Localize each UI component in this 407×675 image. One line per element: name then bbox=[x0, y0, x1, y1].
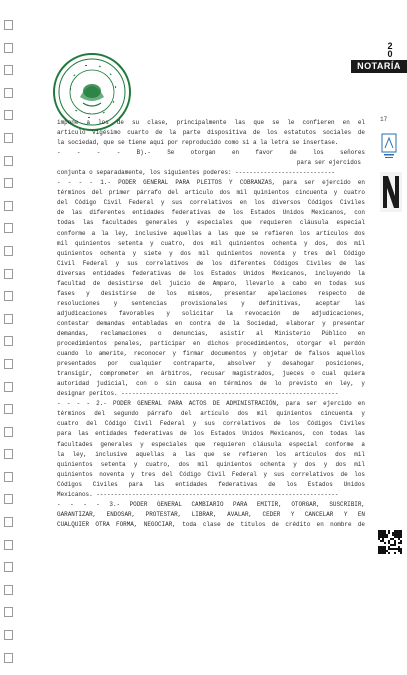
binding-box bbox=[4, 607, 13, 617]
binding-box bbox=[4, 382, 13, 392]
binding-box bbox=[4, 585, 13, 595]
notaria-header bbox=[349, 38, 407, 80]
document-body bbox=[57, 118, 365, 530]
text-line: - - - - B).- Se otorgan en favor de los señores bbox=[57, 149, 365, 157]
notaria-number: 2 0 bbox=[387, 41, 393, 59]
text-line: cuatro del Código Civil Federal y sus correlativos de los Códigos Civiles bbox=[57, 420, 365, 428]
text-line: todas las facultades generales y especiales que requieren cláusula especial bbox=[57, 219, 365, 227]
binding-box bbox=[4, 540, 13, 550]
text-line: - - - - 1.- PODER GENERAL PARA PLEITOS Y COBRANZAS, para ser ejercido en bbox=[57, 179, 365, 187]
binding-box bbox=[4, 562, 13, 572]
text-line: fases y desistirse de los mismos, presentar apelaciones respecto de bbox=[57, 289, 365, 297]
binding-box bbox=[4, 449, 13, 459]
binding-box bbox=[4, 110, 13, 120]
text-line: artículo vigésimo cuarto de la parte dispositiva de los estatutos sociales de bbox=[57, 129, 365, 137]
binding-margin bbox=[4, 20, 16, 675]
binding-box bbox=[4, 630, 13, 640]
binding-box bbox=[4, 178, 13, 188]
text-line: impone a los de su clase, principalmente las que se le confieren en el bbox=[57, 119, 365, 126]
binding-box bbox=[4, 336, 13, 346]
binding-box bbox=[4, 472, 13, 482]
text-line: adjudicaciones favorables y solicitar la revocación de adjudicaciones, bbox=[57, 309, 365, 317]
binding-box bbox=[4, 291, 13, 301]
text-line: quinientos noventa y tres del Código Civil Federal y sus correlativos de los bbox=[57, 470, 365, 478]
text-line: quinientos ochenta y siete y dos mil quinientos noventa y tres del Código bbox=[57, 249, 365, 257]
text-line: procedimientos penales, participar en dichos procedimientos, otorgar el perdón bbox=[57, 340, 365, 348]
text-line: autoridad judicial, con o sin causa en términos de lo previsto en ley, y bbox=[57, 380, 365, 388]
notaria-n-logo-icon bbox=[380, 172, 402, 212]
binding-box bbox=[4, 494, 13, 504]
colegio-logo-icon bbox=[380, 132, 398, 160]
binding-box bbox=[4, 20, 13, 30]
text-line: contestar demandas entabladas en contra de la Sociedad, elaborar y presentar bbox=[57, 319, 365, 327]
binding-box bbox=[4, 65, 13, 75]
binding-box bbox=[4, 269, 13, 279]
text-line: la sociedad, que se tiene aquí por reproducido como si a la letra se insertase. bbox=[57, 139, 339, 147]
text-line: designar peritos. ------------------------------------------------------------- bbox=[57, 390, 339, 398]
text-line: facultades generales y especiales que requieren cláusula especial conforme a bbox=[57, 440, 365, 448]
text-line: de las diferentes entidades federativas de los Estados Unidos Mexicanos, con bbox=[57, 209, 365, 217]
text-line: conforme a la ley, inclusive aquellas a las que se refieren los artículos dos bbox=[57, 229, 365, 237]
text-line: términos del primer párrafo del artículo dos mil quinientos cincuenta y cuatro bbox=[57, 189, 365, 197]
binding-box bbox=[4, 517, 13, 527]
binding-box bbox=[4, 223, 13, 233]
binding-box bbox=[4, 43, 13, 53]
text-line: Civil Federal y sus correlativos de los diferentes Códigos Civiles de las bbox=[57, 259, 365, 267]
text-line: facultad de desistirse del juicio de Amparo, llevarlo a cabo en todas sus bbox=[57, 279, 365, 287]
page-number: 17 bbox=[380, 116, 388, 123]
text-line: Códigos Civiles para las entidades federativas de los Estados Unidos bbox=[57, 480, 365, 488]
text-line: mil quinientos setenta y cuatro, dos mil quinientos ochenta y dos, dos mil bbox=[57, 239, 365, 247]
text-line: la ley, inclusive aquellas a las que se refieren los artículos dos mil bbox=[57, 450, 365, 458]
text-line: presentados por cualquier contraparte, absolver y desahogar posiciones, bbox=[57, 360, 365, 368]
text-line: demandas, reclamaciones o denuncias, asistir al Ministerio Público en bbox=[57, 329, 365, 337]
text-line: transigir, comprometer en árbitros, recusar magistrados, jueces o cual quiera bbox=[57, 370, 365, 378]
binding-box bbox=[4, 359, 13, 369]
text-line: resoluciones y sentencias provisionales y definitivas, aceptar las bbox=[57, 299, 365, 307]
binding-box bbox=[4, 404, 13, 414]
qr-code-icon bbox=[378, 530, 402, 554]
text-line: quinientos setenta y cuatro, dos mil quinientos ochenta y dos y dos mil bbox=[57, 460, 365, 468]
binding-box bbox=[4, 246, 13, 256]
text-line: conjunta o separadamente, los siguientes poderes: ---------------------------- bbox=[57, 169, 335, 177]
binding-box bbox=[4, 133, 13, 143]
binding-box bbox=[4, 653, 13, 663]
text-line: - - - - 3.- PODER GENERAL CAMBIARIO PARA EMITIR, OTORGAR, SUSCRIBIR, bbox=[57, 500, 365, 508]
binding-box bbox=[4, 88, 13, 98]
text-line: CUALQUIER OTRA FORMA, NEGOCIAR, toda clase de títulos de crédito en nombre de bbox=[57, 520, 365, 528]
notaria-label: NOTARÍA bbox=[351, 60, 407, 73]
binding-box bbox=[4, 156, 13, 166]
text-line: cuando lo amerite, reconocer y firmar documentos y objetar de falsos aquellos bbox=[57, 350, 365, 358]
text-line: Mexicanos. -------------------------------------------------------------------- bbox=[57, 490, 339, 498]
text-line: diversas entidades federativas de los Estados Unidos Mexicanos, incluyendo la bbox=[57, 269, 365, 277]
binding-box bbox=[4, 427, 13, 437]
text-line: - - - - 2.- PODER GENERAL PARA ACTOS DE ADMINISTRACIÓN, para ser ejercido en bbox=[57, 400, 365, 408]
text-line: para ser ejercidos bbox=[296, 159, 361, 167]
text-line: para las entidades federativas de los Estados Unidos Mexicanos, con todas las bbox=[57, 430, 365, 438]
text-line: GARANTIZAR, ENDOSAR, PROTESTAR, LIBRAR, AVALAR, CEDER Y CANCELAR Y EN bbox=[57, 510, 365, 518]
text-line: del Código Civil Federal y sus correlativos en los diversos Códigos Civiles bbox=[57, 199, 365, 207]
text-line: términos del segundo párrafo del artículo dos mil quinientos cincuenta y bbox=[57, 410, 365, 418]
binding-box bbox=[4, 201, 13, 211]
binding-box bbox=[4, 314, 13, 324]
